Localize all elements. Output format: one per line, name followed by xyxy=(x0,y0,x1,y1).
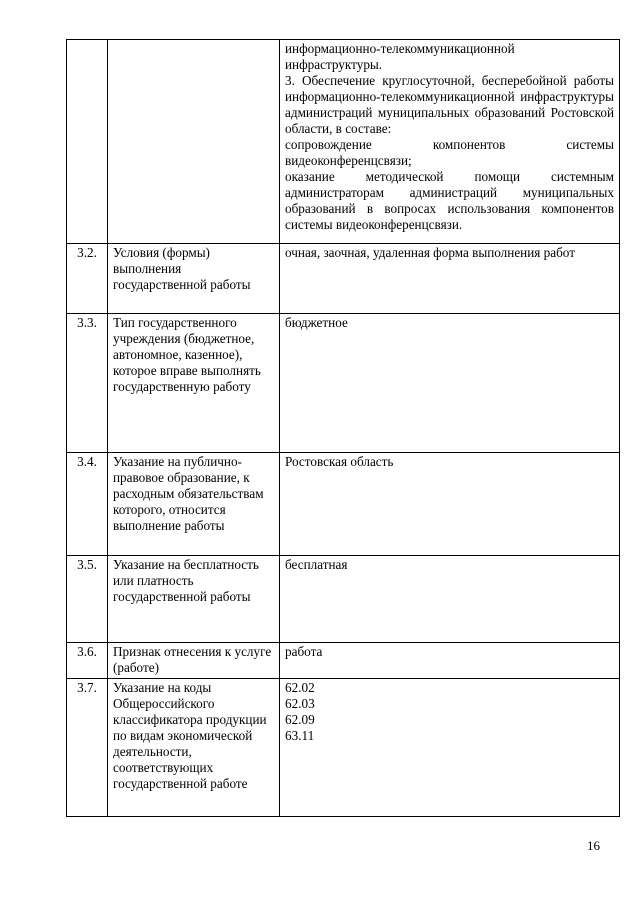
work-description-table xyxy=(66,39,620,817)
table-row-continuation xyxy=(67,40,620,244)
row-number-cell: 3.3. xyxy=(67,314,108,453)
table-row xyxy=(67,453,620,556)
row-name-cell: Тип государственного учреждения (бюджетное, автономное, казенное), которое вправе выполнять государственную работу xyxy=(108,314,280,453)
page-number: 16 xyxy=(587,838,600,853)
row-name-cell: Указание на бесплатность или платность государственной работы xyxy=(108,556,280,643)
value-line: Ростовская область xyxy=(285,454,394,469)
row-value-cell xyxy=(280,40,620,244)
row-number-cell: 3.4. xyxy=(67,453,108,556)
table-row xyxy=(67,314,620,453)
value-paragraph: оказание методической помощи системным администраторам администраций муниципальных образований в вопросах использования компонентов системы видеоконференцсвязи. xyxy=(285,169,614,232)
value-paragraph: 3. Обеспечение круглосуточной, бесперебойной работы информационно-телекоммуникационной инфраструктуры администраций муниципальных образований Ростовской области, в составе: xyxy=(285,73,614,136)
value-line: очная, заочная, удаленная форма выполнения работ xyxy=(285,245,575,260)
value-line: бесплатная xyxy=(285,557,348,572)
value-paragraph: сопровождение компонентов системы видеоконференцсвязи; xyxy=(285,137,614,168)
row-name-cell: Указание на публично-правовое образование, к расходным обязательствам которого, относится выполнение работы xyxy=(108,453,280,556)
value-line: работа xyxy=(285,644,323,659)
row-number-cell: 3.2. xyxy=(67,244,108,314)
row-value-cell xyxy=(280,453,620,556)
row-number-cell: 3.5. xyxy=(67,556,108,643)
table-row xyxy=(67,556,620,643)
row-name-cell: Указание на коды Общероссийского классификатора продукции по видам экономической деятельности, соответствующих государственной работе xyxy=(108,679,280,817)
row-value-cell xyxy=(280,244,620,314)
value-paragraph: информационно-телекоммуникационной инфраструктуры. xyxy=(285,41,515,72)
table-row xyxy=(67,643,620,679)
row-value-cell xyxy=(280,679,620,817)
row-name-cell: Признак отнесения к услуге (работе) xyxy=(108,643,280,679)
okved-code: 62.09 xyxy=(285,712,315,727)
row-value-cell xyxy=(280,314,620,453)
row-number-cell xyxy=(67,40,108,244)
row-number-cell: 3.7. xyxy=(67,679,108,817)
okved-code: 63.11 xyxy=(285,728,315,743)
table-row xyxy=(67,244,620,314)
row-name-cell: Условия (формы) выполнения государственной работы xyxy=(108,244,280,314)
row-name-cell xyxy=(108,40,280,244)
value-line: бюджетное xyxy=(285,315,348,330)
row-value-cell xyxy=(280,643,620,679)
table-row xyxy=(67,679,620,817)
okved-code: 62.02 xyxy=(285,680,315,695)
row-value-cell xyxy=(280,556,620,643)
okved-code: 62.03 xyxy=(285,696,315,711)
row-number-cell: 3.6. xyxy=(67,643,108,679)
